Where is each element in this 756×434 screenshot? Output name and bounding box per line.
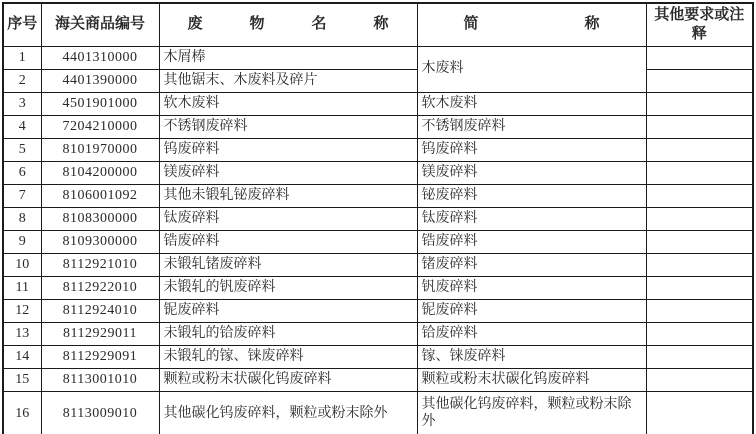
seq-cell: 3 (3, 92, 41, 115)
note-cell (646, 92, 753, 115)
short-name-cell: 铪废碎料 (417, 322, 646, 345)
code-cell: 8112921010 (41, 253, 159, 276)
short-name-cell: 钛废碎料 (417, 207, 646, 230)
short-name-cell: 锗废碎料 (417, 253, 646, 276)
table-row (3, 253, 753, 276)
name-cell: 锆废碎料 (159, 230, 417, 253)
note-cell (646, 276, 753, 299)
code-cell: 8112922010 (41, 276, 159, 299)
seq-cell: 10 (3, 253, 41, 276)
table-row (3, 276, 753, 299)
name-cell: 钨废碎料 (159, 138, 417, 161)
table-row (3, 115, 753, 138)
table-body (3, 46, 753, 434)
short-name-cell: 钒废碎料 (417, 276, 646, 299)
seq-cell: 2 (3, 69, 41, 92)
seq-cell: 4 (3, 115, 41, 138)
seq-cell: 13 (3, 322, 41, 345)
table-row (3, 161, 753, 184)
short-name-cell: 镁废碎料 (417, 161, 646, 184)
table-row (3, 345, 753, 368)
table-row (3, 230, 753, 253)
table-row (3, 138, 753, 161)
header-seq: 序号 (3, 3, 41, 46)
table-row (3, 92, 753, 115)
short-name-cell: 锆废碎料 (417, 230, 646, 253)
short-name-cell: 软木废料 (417, 92, 646, 115)
seq-cell: 15 (3, 368, 41, 391)
name-cell: 镁废碎料 (159, 161, 417, 184)
short-name-cell: 镓、铼废碎料 (417, 345, 646, 368)
note-cell (646, 207, 753, 230)
note-cell (646, 161, 753, 184)
seq-cell: 6 (3, 161, 41, 184)
code-cell: 8109300000 (41, 230, 159, 253)
short-name-cell-merged: 木废料 (417, 46, 646, 92)
note-cell (646, 391, 753, 434)
table-header (3, 3, 753, 46)
code-cell: 8113001010 (41, 368, 159, 391)
code-cell: 4401390000 (41, 69, 159, 92)
short-name-cell: 铋废碎料 (417, 184, 646, 207)
table-row (3, 391, 753, 434)
table-row (3, 322, 753, 345)
short-name-cell: 颗粒或粉末状碳化钨废碎料 (417, 368, 646, 391)
customs-waste-table (2, 2, 754, 434)
name-cell: 未锻轧的镓、铼废碎料 (159, 345, 417, 368)
name-cell: 其他未锻轧铋废碎料 (159, 184, 417, 207)
table-row (3, 207, 753, 230)
code-cell: 4501901000 (41, 92, 159, 115)
short-name-cell: 钨废碎料 (417, 138, 646, 161)
note-cell (646, 138, 753, 161)
note-cell (646, 230, 753, 253)
short-name-cell: 其他碳化钨废碎料，颗粒或粉末除外 (417, 391, 646, 434)
header-row (3, 3, 753, 46)
note-cell (646, 184, 753, 207)
note-cell (646, 46, 753, 69)
name-cell: 未锻轧的钒废碎料 (159, 276, 417, 299)
seq-cell: 8 (3, 207, 41, 230)
code-cell: 4401310000 (41, 46, 159, 69)
seq-cell: 11 (3, 276, 41, 299)
name-cell: 钛废碎料 (159, 207, 417, 230)
table-row (3, 299, 753, 322)
name-cell: 铌废碎料 (159, 299, 417, 322)
seq-cell: 7 (3, 184, 41, 207)
name-cell: 不锈钢废碎料 (159, 115, 417, 138)
note-cell (646, 345, 753, 368)
code-cell: 8106001092 (41, 184, 159, 207)
seq-cell: 9 (3, 230, 41, 253)
table-row (3, 368, 753, 391)
code-cell: 8108300000 (41, 207, 159, 230)
seq-cell: 1 (3, 46, 41, 69)
code-cell: 8104200000 (41, 161, 159, 184)
seq-cell: 16 (3, 391, 41, 434)
table-row (3, 46, 753, 69)
header-short-name: 简称 (417, 3, 646, 46)
code-cell: 8112929011 (41, 322, 159, 345)
note-cell (646, 69, 753, 92)
note-cell (646, 322, 753, 345)
code-cell: 8112929091 (41, 345, 159, 368)
note-cell (646, 368, 753, 391)
note-cell (646, 253, 753, 276)
name-cell: 未锻轧的铪废碎料 (159, 322, 417, 345)
code-cell: 8112924010 (41, 299, 159, 322)
code-cell: 8113009010 (41, 391, 159, 434)
name-cell: 木屑棒 (159, 46, 417, 69)
header-note: 其他要求或注释 (646, 3, 753, 46)
name-cell: 未锻轧锗废碎料 (159, 253, 417, 276)
seq-cell: 5 (3, 138, 41, 161)
short-name-cell: 铌废碎料 (417, 299, 646, 322)
note-cell (646, 115, 753, 138)
name-cell: 其他碳化钨废碎料，颗粒或粉末除外 (159, 391, 417, 434)
name-cell: 颗粒或粉末状碳化钨废碎料 (159, 368, 417, 391)
seq-cell: 12 (3, 299, 41, 322)
code-cell: 8101970000 (41, 138, 159, 161)
note-cell (646, 299, 753, 322)
code-cell: 7204210000 (41, 115, 159, 138)
short-name-cell: 不锈钢废碎料 (417, 115, 646, 138)
header-code: 海关商品编号 (41, 3, 159, 46)
table-row (3, 184, 753, 207)
header-waste-name: 废物名称 (159, 3, 417, 46)
name-cell: 软木废料 (159, 92, 417, 115)
seq-cell: 14 (3, 345, 41, 368)
name-cell: 其他锯末、木废料及碎片 (159, 69, 417, 92)
